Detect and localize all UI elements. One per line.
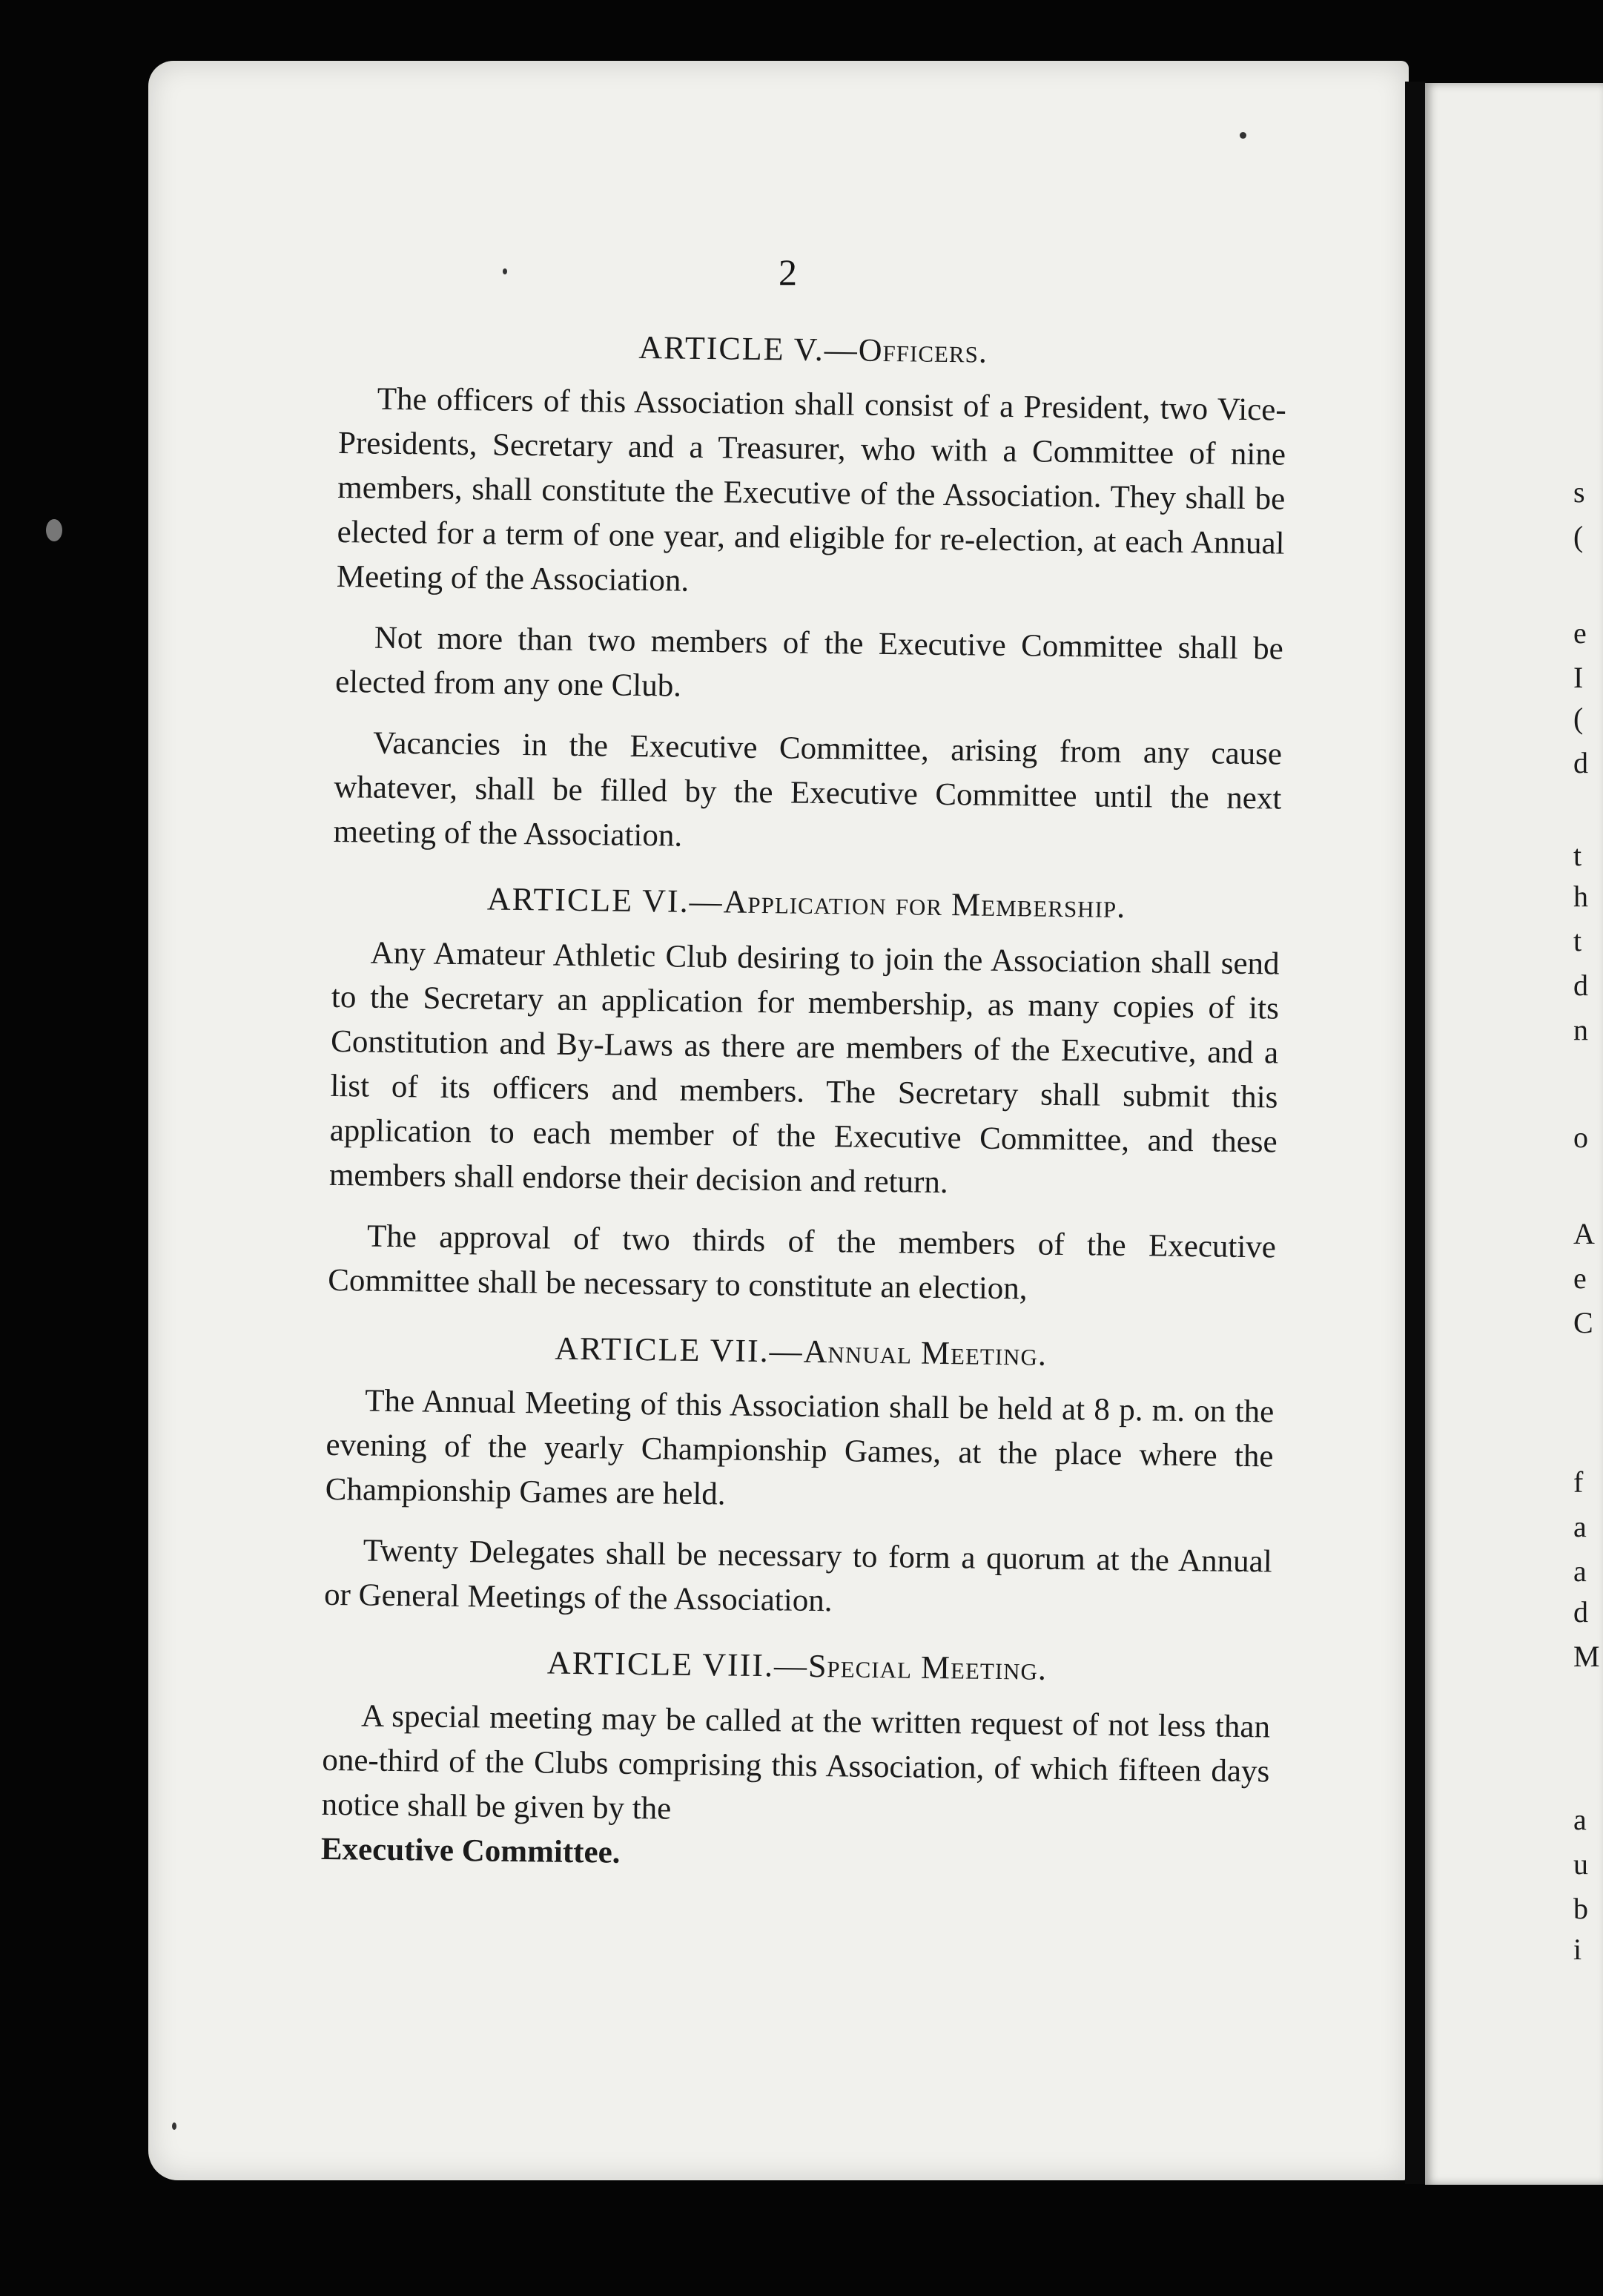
paragraph: Any Amateur Athletic Club desiring to join the Association shall send to the Secretary an application for membership, as many copies of its Constitution and By-Laws as there are members of the Executive, and a list of its officers and members. The Secretary shall submit this application to each member of the Executive Committee, and these members shall endorse their decision and return. (328, 935, 1280, 1200)
speck (503, 268, 507, 274)
edge-letter: o (1573, 1121, 1588, 1154)
edge-letter: b (1573, 1892, 1588, 1925)
edge-letter: a (1573, 1803, 1587, 1836)
paragraph: Executive Committee. (320, 1831, 621, 1870)
edge-letter: s (1573, 475, 1585, 509)
paragraph: Vacancies in the Executive Committee, arising from any cause whatever, shall be filled by the Executive Committee until the next meeting of the Association. (333, 725, 1283, 854)
edge-letter: d (1573, 969, 1588, 1002)
paragraph: The approval of two thirds of the members of the Executive Committee shall be necessary to constitute an election, (327, 1218, 1277, 1307)
edge-letter: ( (1573, 702, 1584, 735)
edge-letter: d (1573, 746, 1588, 779)
article-heading: ARTICLE VI.—Application for Membership. (486, 880, 1126, 926)
edge-letter: e (1573, 1261, 1587, 1295)
edge-letter: a (1573, 1554, 1587, 1588)
edge-letter: t (1573, 924, 1582, 957)
speck (1240, 132, 1246, 139)
edge-letter: i (1573, 1933, 1582, 1966)
article-heading: ARTICLE V.—Officers. (638, 329, 988, 370)
edge-letter: h (1573, 880, 1588, 913)
article-heading: ARTICLE VII.—Annual Meeting. (555, 1330, 1048, 1373)
paragraph: Twenty Delegates shall be necessary to form a quorum at the Annual or General Meetings of the Association. (323, 1533, 1273, 1619)
edge-letter: f (1573, 1465, 1584, 1499)
paragraph: A special meeting may be called at the written request of not less than one-third of the Clubs comprising this Association, of which fifteen days notice shall be given by the (321, 1698, 1271, 1827)
paragraph: The officers of this Association shall consist of a President, two Vice-Presidents, Secretary and a Treasurer, who with a Committee of nine members, shall constitute the Executive of the Association. They shall be elected for a term of one year, and eligible for re-election, at each Annual Meeting of the Association. (336, 382, 1286, 599)
speck (172, 2122, 176, 2130)
edge-letter: M (1573, 1640, 1600, 1673)
paragraph: Not more than two members of the Executive Committee shall be elected from any one Club. (334, 620, 1284, 705)
edge-letter: t (1573, 839, 1582, 872)
paragraph: The Annual Meeting of this Association shall be held at 8 p. m. on the evening of the yearly Championship Games, at the place where the Championship Games are held. (325, 1383, 1275, 1512)
edge-letter: u (1573, 1847, 1588, 1881)
edge-letter: A (1573, 1217, 1595, 1250)
edge-letter: e (1573, 616, 1587, 650)
edge-letter: C (1573, 1306, 1593, 1339)
article-heading: ARTICLE VIII.—Special Meeting. (546, 1644, 1048, 1687)
edge-letter: n (1573, 1013, 1588, 1046)
speck (46, 519, 62, 541)
edge-letter: a (1573, 1510, 1587, 1543)
page-number: 2 (779, 251, 797, 293)
edge-letter: ( (1573, 520, 1584, 553)
edge-letter: I (1573, 661, 1584, 694)
edge-letter: d (1573, 1595, 1588, 1629)
